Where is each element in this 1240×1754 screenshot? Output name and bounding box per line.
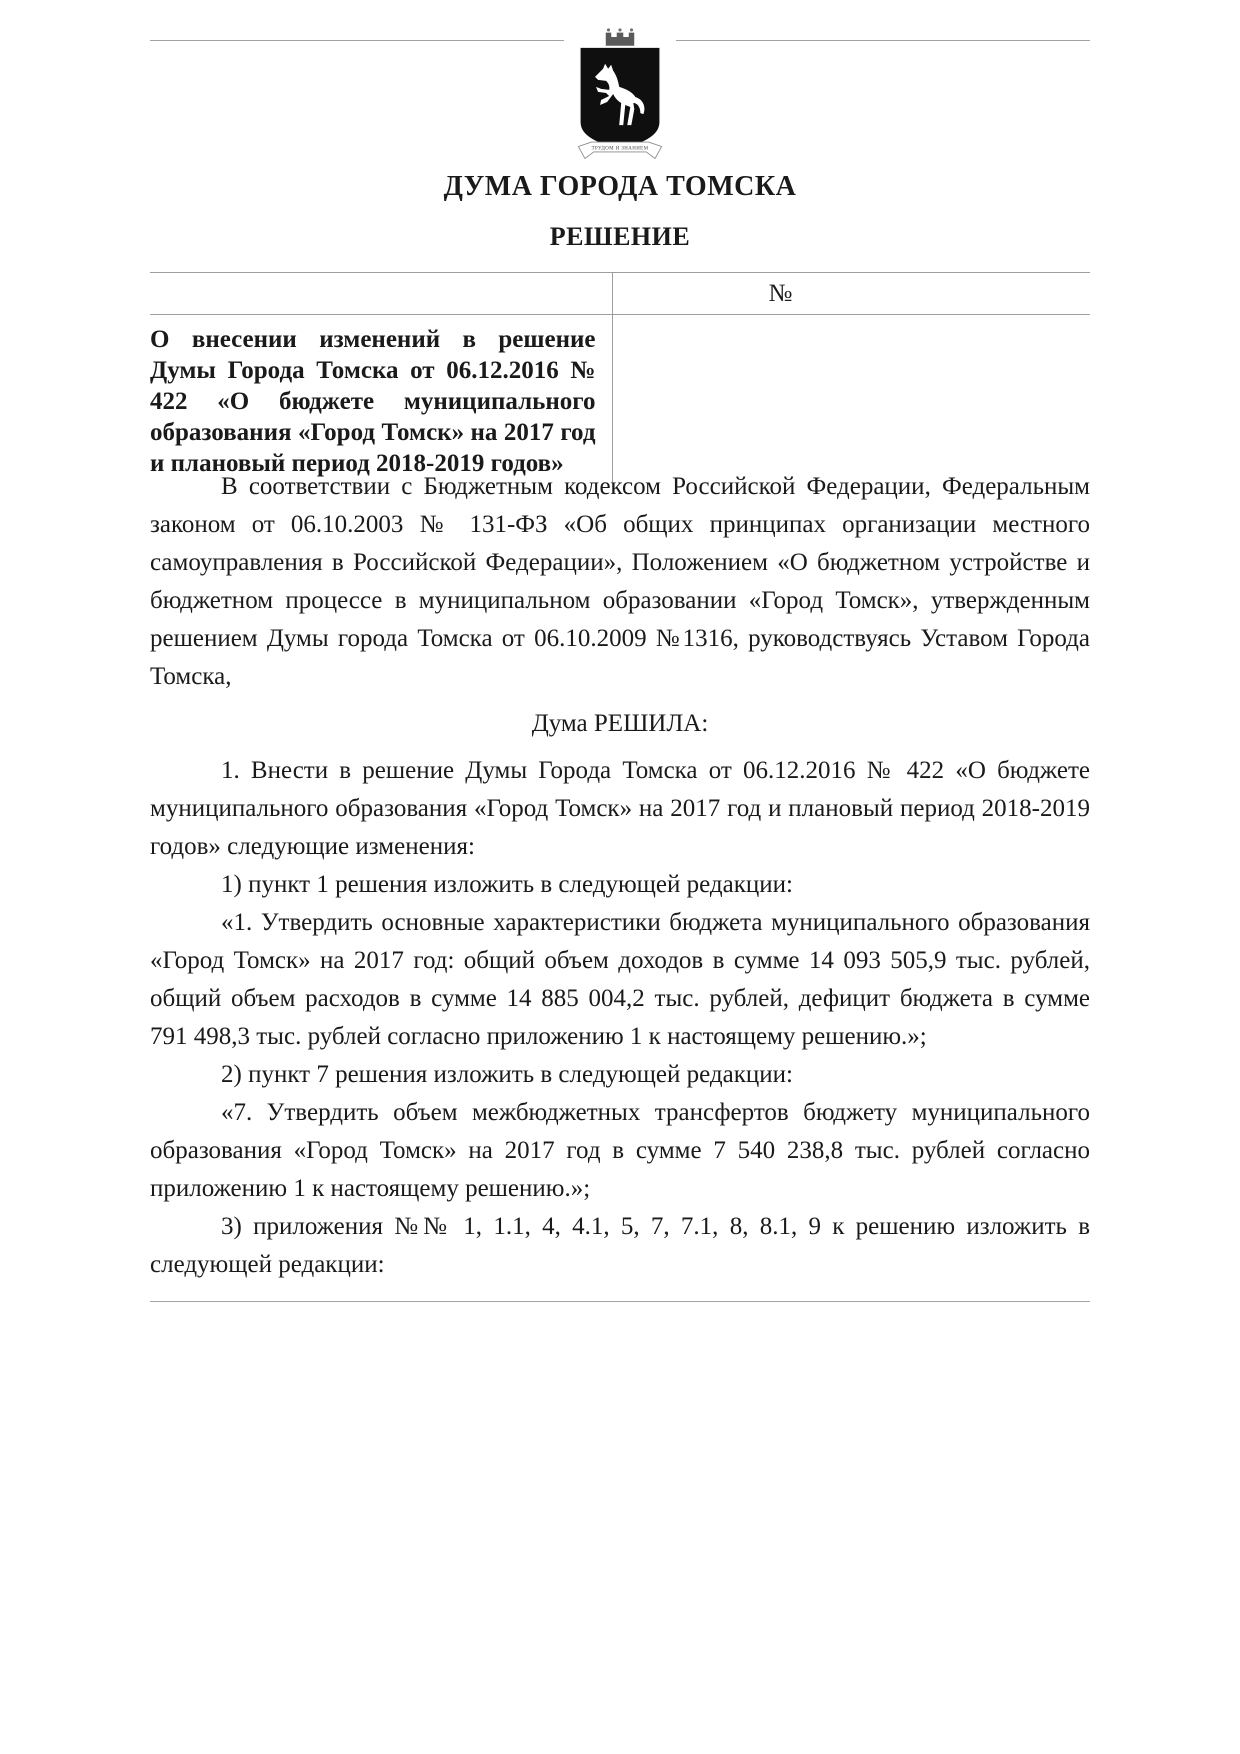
date-cell-empty [150, 273, 612, 315]
bottom-rule [150, 1301, 1090, 1302]
motto-ribbon [578, 142, 661, 158]
document-subject: О внесении изменений в решение Думы Города Томска от 06.12.2016 № 422 «О бюджете муниципального образования «Город Томск» на 2017 год и плановый период 2018-2019 годов» [150, 315, 612, 494]
subject-right-cell-empty [612, 315, 1090, 494]
paragraph-2: 1) пункт 1 решения изложить в следующей редакции: [221, 871, 793, 898]
paragraph-3: «1. Утвердить основные характеристики бюджета муниципального образования «Город Томск» на 2017 год: общий объем доходов в сумме 14 093 505,9 тыс. рублей, общий объем расходов в сумме 14 885 004,2 тыс. рублей, дефицит бюджета в сумме 791 498,3 тыс. рублей согласно приложению 1 к настоящему решению.»; [150, 909, 1090, 1050]
tomsk-emblem-icon [576, 26, 664, 164]
number-label: № [612, 273, 1090, 315]
motto-text: ТРУДОМ И ЗНАНИЕМ [591, 146, 649, 152]
document-type-title: РЕШЕНИЕ [549, 222, 691, 251]
number-row [150, 273, 1090, 315]
coat-of-arms [0, 26, 1240, 169]
organization-title: ДУМА ГОРОДА ТОМСКА [443, 171, 797, 202]
subject-row [150, 315, 1090, 494]
paragraph-5: «7. Утвердить объем межбюджетных трансфертов бюджету муниципального образования «Город Томск» на 2017 год в сумме 7 540 238,8 тыс. рублей согласно приложению 1 к настоящему решению.»; [150, 1099, 1090, 1202]
document-body [150, 468, 1090, 1284]
paragraph-4: 2) пункт 7 решения изложить в следующей редакции: [221, 1061, 793, 1088]
paragraph-6: 3) приложения №№ 1, 1.1, 4, 4.1, 5, 7, 7.1, 8, 8.1, 9 к решению изложить в следующей редакции: [150, 1213, 1090, 1278]
paragraph-1: 1. Внести в решение Думы Города Томска от 06.12.2016 № 422 «О бюджете муниципального образования «Город Томск» на 2017 год и плановый период 2018-2019 годов» следующие изменения: [150, 757, 1090, 860]
resolution-heading: Дума РЕШИЛА: [531, 710, 709, 737]
coat-of-arms-inner [564, 26, 676, 169]
document-header-table [150, 272, 1090, 493]
crown-icon [606, 28, 634, 45]
preamble-paragraph: В соответствии с Бюджетным кодексом Российской Федерации, Федеральным законом от 06.10.2003 № 131-ФЗ «Об общих принципах организации местного самоуправления в Российской Федерации», Положением «О бюджетном устройстве и бюджетном процессе в муниципальном образовании «Город Томск», утвержденным решением Думы города Томска от 06.10.2009 №1316, руководствуясь Уставом Города Томска, [150, 473, 1090, 690]
